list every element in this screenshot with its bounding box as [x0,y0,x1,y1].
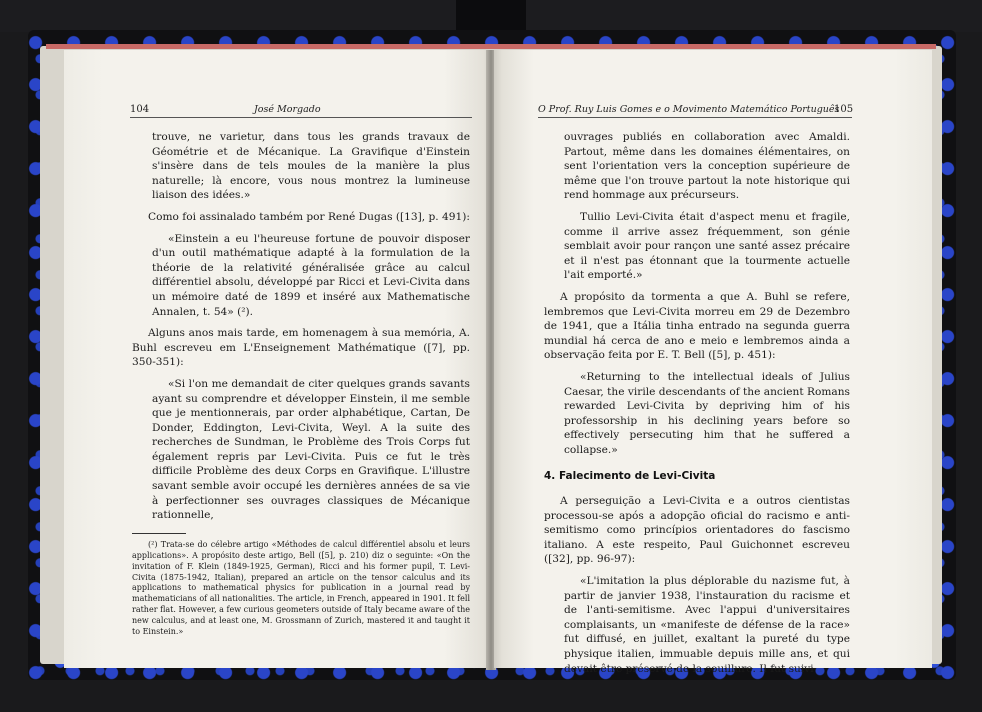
red-top-edge [46,44,936,49]
paragraph: A perseguição a Levi-Civita e a outros cientistas processou-se após a adopção oficial do racismo e anti-semitismo como princípios orientadores do fascismo italiano. A este respeito, Paul Guichonnet escreveu ([32], pp. 96-97): [544,495,850,566]
page-number-right: 105 [834,104,854,115]
paragraph: «Returning to the intellectual ideals of Julius Caesar, the virile descendants of the ancient Romans rewarded Levi-Civita by depriving him of his professorship in his declining years before so effectively persecuting him that he suffered a collapse.» [564,370,850,456]
paragraph: Como foi assinalado também por René Dugas ([13], p. 491): [148,210,470,223]
left-body-text [132,130,470,638]
running-head-right: O Prof. Ruy Luis Gomes e o Movimento Matemático Português [538,104,840,115]
paragraph: Alguns anos mais tarde, em homenagem à sua memória, A. Buhl escreveu em L'Enseignement Mathématique ([7], pp. 350-351): [132,327,470,369]
paragraph: «L'imitation la plus déplorable du nazisme fut, à partir de janvier 1938, l'instauration du racisme et de l'anti-semitisme. Avec l'appui d'universitaires complaisants, un «manifeste de défense de la race» fut diffusé, en juillet, exaltant la pureté du type physique italien, immuable depuis mille ans, et qui devait être préservé de la souillure. Il fut suivi [564,575,850,675]
paragraph: trouve, ne varietur, dans tous les grands travaux de Géométrie et de Mécanique. La Gravifique d'Einstein s'insère dans de tels moules de la manière la plus naturelle; là encore, vous nous montrez la lumineuse liaison des idées.» [152,131,470,202]
background-top [0,0,982,32]
left-page [64,50,490,668]
footnote-rule [132,533,186,534]
header-rule-left [130,117,472,118]
page-number-left: 104 [130,104,150,115]
paragraph: ouvrages publiés en collaboration avec Amaldi. Partout, même dans les domaines élémentaires, on sent l'orientation vers la conception supérieure de même que l'on trouve partout la note historique qui rend hommage aux précurseurs. [564,131,850,202]
section-heading: 4. Falecimento de Levi-Civita [544,470,716,483]
right-page [494,50,932,675]
spine-top [456,0,526,32]
paragraph: Tullio Levi-Civita était d'aspect menu et fragile, comme il arrive assez fréquemment, son génie semblait avoir pour rançon une santé assez précaire et il n'est pas étonnant que la tourmente actuelle l'ait emporté.» [564,210,850,282]
paragraph: «Einstein a eu l'heureuse fortune de pouvoir disposer d'un outil mathématique adapté à la formulation de la théorie de la relativité généralisée grâce au calcul différentiel absolu, développé par Ricci et Levi-Civita dans un mémoire daté de 1899 et inséré aux Mathematische Annalen, t. 54» (²). [152,232,470,318]
right-body-text [544,130,850,676]
header-rule-right [538,117,852,118]
paragraph: «Si l'on me demandait de citer quelques grands savants ayant su comprendre et développer Einstein, il me semble que je mentionnerais, par order alphabétique, Cartan, De Donder, Eddington, Levi-Civita, Weyl. A la suite des recherches de Sundman, le Problème des Trois Corps fut également repris par Levi-Civita. Puis ce fut le très difficile Problème des deux Corps en Gravifique. L'illustre savant semble avoir occupé les dernières années de sa vie à perfectionner ses ouvrages classiques de Mécanique rationnelle, [152,377,470,522]
running-head-left: José Morgado [254,104,321,115]
paragraph: A propósito da tormenta a que A. Buhl se refere, lembremos que Levi-Civita morreu em 29 de Dezembro de 1941, que a Itália tinha entrado na segunda guerra mundial há cerca de ano e meio e lembremos ainda a observação feita por E. T. Bell ([5], p. 451): [544,290,850,362]
footnote: (²) Trata-se do célebre artigo «Méthodes de calcul différentiel absolu et leurs applications». A propósito deste artigo, Bell ([5], p. 210) diz o seguinte: «On the invitation of F. Klein (1849-1925, German), Ricci and his former pupil, T. Levi-Civita (1875-1942, Italian), prepared an article on the tensor calculus and its applications to mathematical physics for publication in a journal read by mathematicians of all nationalities. The article, in French, appeared in 1901. It fell rather flat. However, a few curious geometers outside of Italy became aware of the new calculus, and at least one, M. Grossmann of Zurich, mastered it and taught it to Einstein.» [132,539,470,637]
